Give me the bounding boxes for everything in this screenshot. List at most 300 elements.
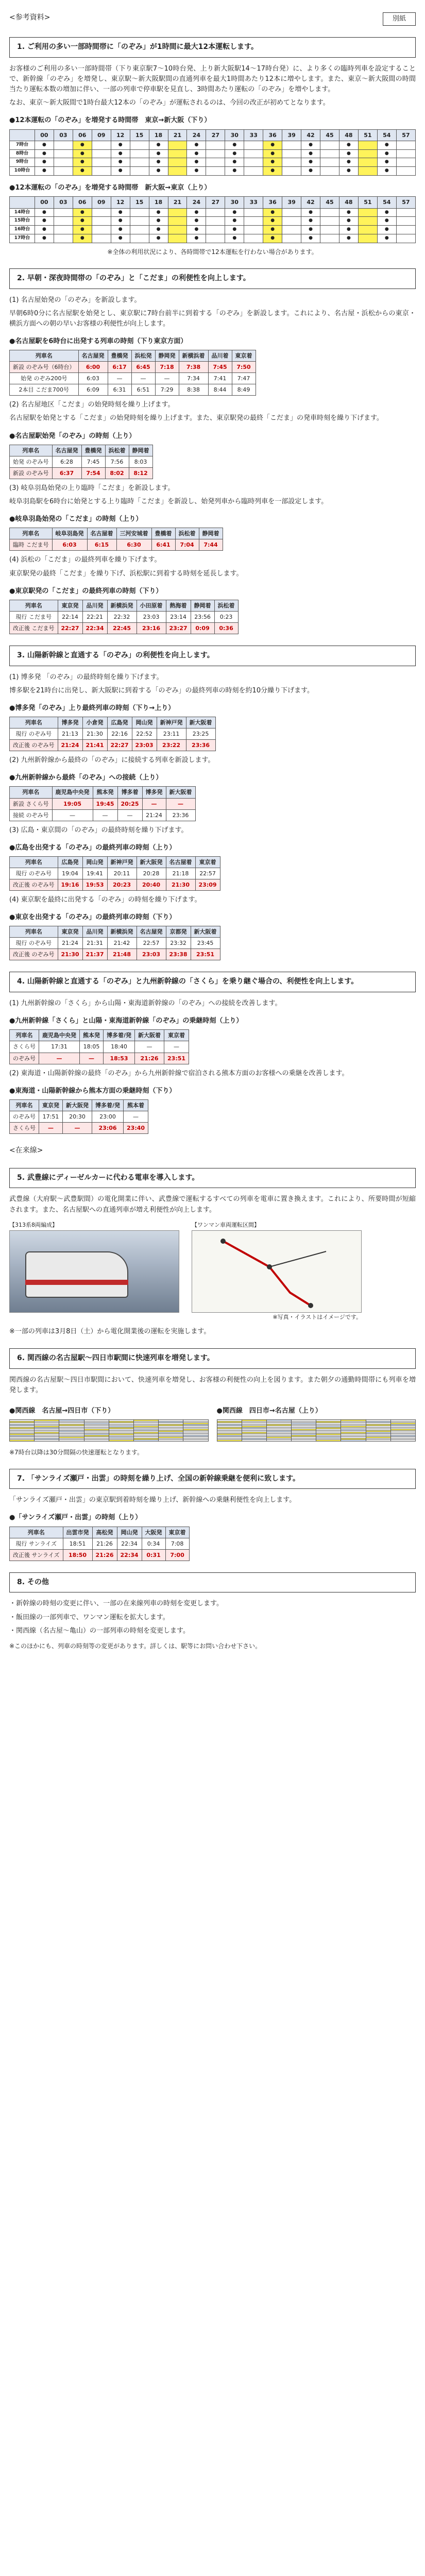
pattern-slot: ● <box>73 226 92 234</box>
table-cell: 6:45 <box>131 362 155 373</box>
table-row <box>10 949 220 960</box>
pattern-row <box>10 149 416 158</box>
table-cell: 6:00 <box>78 362 108 373</box>
pattern-minute-header: 00 <box>35 197 54 208</box>
pattern-slot: ● <box>111 141 130 149</box>
pattern-slot <box>244 149 263 158</box>
pattern-slot <box>244 226 263 234</box>
pattern-slot <box>130 208 149 217</box>
pattern-slot <box>358 167 377 176</box>
s2-table1-caption: ●名古屋駅を6時台に出発する列車の時刻（下り東京方面） <box>9 337 188 345</box>
pattern-slot: ● <box>73 158 92 167</box>
pattern-slot <box>358 234 377 243</box>
pattern-slot: ● <box>35 167 54 176</box>
pattern-hour-label: 14時台 <box>10 208 35 217</box>
s3-p3: (3) 広島・東京間の「のぞみ」の最終時刻を繰り下げます。 <box>9 826 188 834</box>
pattern-slot: ● <box>111 149 130 158</box>
pattern-slot: ● <box>263 167 282 176</box>
pattern-hour-label: 15時台 <box>10 217 35 226</box>
table-cell: 23:00 <box>92 1111 124 1122</box>
table-cell: 23:36 <box>186 740 215 751</box>
pattern-minute-header: 21 <box>168 197 187 208</box>
table-row <box>10 740 216 751</box>
pattern-minute-header: 51 <box>358 197 377 208</box>
table-cell: 22:45 <box>107 622 137 634</box>
section-1-note: ※全体の利用状況により、各時間帯で12本運転を行わない場合があります。 <box>107 248 318 256</box>
pattern-slot <box>282 234 301 243</box>
section-1-para2: なお、東京～新大阪間で1時台最大12本の「のぞみ」が運転されるのは、今回の改正が初めてとなります。 <box>9 99 330 107</box>
pattern-slot <box>358 158 377 167</box>
table-cell: 22:34 <box>117 1549 142 1561</box>
table-cell: 23:38 <box>166 949 191 960</box>
table-cell: — <box>52 809 93 821</box>
pattern-slot: ● <box>187 217 206 226</box>
pattern-slot <box>54 208 73 217</box>
table-header-cell: 新大阪着 <box>191 926 220 938</box>
table-header-cell: 列車名 <box>10 717 58 728</box>
pattern-slot: ● <box>377 234 396 243</box>
pattern-slot: ● <box>111 167 130 176</box>
pattern-minute-header: 15 <box>130 129 149 141</box>
pattern-slot <box>396 158 415 167</box>
table-cell: 8:12 <box>129 467 152 479</box>
pattern-slot <box>54 226 73 234</box>
pattern-slot <box>206 234 225 243</box>
s3-p5: 4. 山陽新幹線と直通する「のぞみ」と九州新幹線の「さくら」を乗り継ぐ場合の、利便性を向上します。 <box>9 972 416 992</box>
table-cell: さくら号 <box>10 1041 39 1053</box>
table-cell: 22:21 <box>82 611 107 622</box>
table-cell: 0:23 <box>214 611 238 622</box>
table-cell: 7:54 <box>81 467 105 479</box>
table-header-cell: 名古屋発 <box>137 926 166 938</box>
table-cell: 新設 のぞみ号（6時台） <box>10 362 79 373</box>
pattern-slot <box>396 208 415 217</box>
s2-p3: (3) 岐阜羽島始発の上り臨時「こだま」を新設します。 <box>9 484 175 492</box>
kansai-cell <box>316 1439 341 1441</box>
s3-p2: (2) 九州新幹線から最終の「のぞみ」に接続する列車を新設します。 <box>9 756 215 765</box>
table-header-cell: 列車名 <box>10 1527 63 1538</box>
pattern-slot <box>320 226 339 234</box>
table-cell: 21:30 <box>166 879 195 890</box>
pattern-slot <box>92 149 111 158</box>
s4-note: ※一部の列車は3月8日（土）から電化開業後の運転を実施します。 <box>9 1327 211 1335</box>
pattern-slot <box>92 141 111 149</box>
pattern-minute-header: 48 <box>339 197 358 208</box>
table-cell: 7:44 <box>199 539 223 551</box>
table-cell: 21:26 <box>92 1538 117 1549</box>
pattern-slot: ● <box>35 158 54 167</box>
table-header-cell: 小倉発 <box>82 717 107 728</box>
pattern-slot <box>244 208 263 217</box>
pattern-slot <box>130 234 149 243</box>
table-cell: 改正後 こだま号 <box>10 622 58 634</box>
pattern-slot: ● <box>301 217 320 226</box>
table-cell: 18:40 <box>104 1041 135 1053</box>
pattern-slot <box>320 167 339 176</box>
pattern-slot <box>130 226 149 234</box>
pattern-slot <box>168 234 187 243</box>
table-header-row <box>10 717 216 728</box>
pattern-slot <box>92 234 111 243</box>
table-cell: 20:25 <box>117 798 142 809</box>
pattern-slot: ● <box>301 149 320 158</box>
table-row <box>10 467 153 479</box>
table-header-cell: 熊本発 <box>93 787 117 798</box>
s3-table3 <box>9 856 220 891</box>
table-header-cell: 東京発 <box>58 600 82 611</box>
section-6-title: 6. 関西線の名古屋駅～四日市駅間に快速列車を増発します。 <box>9 1348 416 1369</box>
table-row <box>10 728 216 740</box>
table-cell: 6:41 <box>151 539 175 551</box>
table-cell: 23:27 <box>166 622 191 634</box>
pattern-slot: ● <box>339 167 358 176</box>
table-header-cell: 博多発 <box>142 787 166 798</box>
pattern-slot: ● <box>35 208 54 217</box>
s3-p4: (4) 東京駅を最終に出発する「のぞみ」の時刻を繰り下げます。 <box>9 896 201 904</box>
pattern-minute-header: 30 <box>225 197 244 208</box>
pattern-minute-header: 15 <box>130 197 149 208</box>
pattern-slot <box>54 217 73 226</box>
pattern-slot <box>358 149 377 158</box>
pattern-minute-header: 27 <box>206 197 225 208</box>
table-cell: 22:34 <box>117 1538 142 1549</box>
pattern-slot: ● <box>111 217 130 226</box>
table-cell: 改正後 のぞみ号 <box>10 740 58 751</box>
kansai-cell <box>390 1439 415 1441</box>
table-header-row <box>10 528 223 539</box>
table-cell: — <box>39 1053 80 1064</box>
table-header-cell: 静岡発 <box>155 350 179 362</box>
pattern-slot <box>396 149 415 158</box>
kansai-cell <box>292 1439 316 1441</box>
pattern-minute-header: 24 <box>187 197 206 208</box>
pattern-slot <box>282 217 301 226</box>
pattern-slot: ● <box>263 234 282 243</box>
train-stripe <box>25 1280 128 1285</box>
pattern-slot: ● <box>187 234 206 243</box>
table-header-row <box>10 600 239 611</box>
table-cell: 23:03 <box>132 740 157 751</box>
table-header-cell: 新横浜発 <box>107 600 137 611</box>
pattern-slot: ● <box>149 167 168 176</box>
s4-map-note: ※写真・イラストはイメージです。 <box>273 1313 362 1320</box>
s3-table6-caption: ●東海道・山陽新幹線から熊本方面の乗継時刻（下り） <box>9 1087 176 1095</box>
station-dot <box>308 1303 313 1308</box>
pattern-minute-header: 30 <box>225 129 244 141</box>
pattern-minute-header: 33 <box>244 197 263 208</box>
table-header-cell: 岐阜羽島発 <box>52 528 87 539</box>
pattern-slot <box>54 234 73 243</box>
pattern-minute-header: 42 <box>301 197 320 208</box>
pattern-minute-header: 09 <box>92 129 111 141</box>
kansai-cell <box>133 1439 158 1441</box>
table-header-cell: 京都発 <box>166 926 191 938</box>
table-header-cell: 列車名 <box>10 1030 39 1041</box>
pattern-slot <box>92 167 111 176</box>
table-cell: 2本目 こだま700号 <box>10 384 79 396</box>
table-cell: 23:51 <box>191 949 220 960</box>
section-1-caption-down: ●12本運転の「のぞみ」を増発する時間帯 東京→新大阪（下り） <box>9 116 211 125</box>
table-header-row <box>10 926 220 938</box>
kansai-row <box>10 1439 209 1441</box>
s3-table4-caption: ●東京を出発する「のぞみ」の最終列車の時刻（下り） <box>9 913 176 922</box>
table-cell: 始発 のぞみ号 <box>10 456 53 467</box>
table-header-cell: 新横浜着 <box>179 350 208 362</box>
table-cell: — <box>117 809 142 821</box>
pattern-slot <box>54 149 73 158</box>
pattern-minute-header: 36 <box>263 197 282 208</box>
pattern-slot <box>396 167 415 176</box>
pattern-minute-header: 24 <box>187 129 206 141</box>
table-cell: 22:14 <box>58 611 82 622</box>
pattern-slot <box>168 208 187 217</box>
table-cell: 6:09 <box>78 384 108 396</box>
pattern-minute-header: 12 <box>111 129 130 141</box>
table-header-cell: 浜松着 <box>175 528 199 539</box>
table-cell: 20:40 <box>137 879 166 890</box>
pattern-slot: ● <box>339 217 358 226</box>
pattern-slot <box>320 217 339 226</box>
pattern-slot: ● <box>73 167 92 176</box>
table-cell: 23:51 <box>164 1053 189 1064</box>
table-header-cell: 東京着 <box>165 1527 189 1538</box>
table-row <box>10 1549 190 1561</box>
table-cell: 20:28 <box>137 868 166 879</box>
table-cell: — <box>131 373 155 384</box>
table-header-cell: 列車名 <box>10 856 58 868</box>
pattern-slot: ● <box>225 234 244 243</box>
table-cell: — <box>39 1122 63 1133</box>
pattern-row <box>10 226 416 234</box>
s4-map-wrap <box>192 1221 362 1321</box>
table-cell: 0:31 <box>142 1549 165 1561</box>
pattern-slot <box>206 158 225 167</box>
pattern-slot: ● <box>377 167 396 176</box>
table-cell: 21:24 <box>58 740 82 751</box>
table-cell: 7:34 <box>179 373 208 384</box>
pattern-row <box>10 217 416 226</box>
pattern-slot <box>206 217 225 226</box>
pattern-minute-header: 57 <box>396 129 415 141</box>
s5-para: 関西線の名古屋駅～四日市駅間において、快速列車を増発し、お客様の利便性の向上を図ります。また朝夕の通勤時間帯にも列車を増発します。 <box>9 1376 416 1394</box>
table-row <box>10 539 223 551</box>
pattern-slot <box>244 234 263 243</box>
pattern-slot: ● <box>187 208 206 217</box>
pattern-slot: ● <box>263 149 282 158</box>
table-header-cell: 名古屋発 <box>52 445 81 456</box>
table-header-cell: 広島発 <box>58 856 82 868</box>
pattern-minute-header: 18 <box>149 197 168 208</box>
pattern-slot: ● <box>263 141 282 149</box>
table-cell: 6:17 <box>108 362 131 373</box>
pattern-hour-label: 8時台 <box>10 149 35 158</box>
pattern-slot: ● <box>339 234 358 243</box>
pattern-slot <box>282 158 301 167</box>
pattern-slot: ● <box>35 217 54 226</box>
table-cell: — <box>164 1041 189 1053</box>
pattern-slot <box>358 226 377 234</box>
table-header-cell: 列車名 <box>10 926 58 938</box>
table-cell: 0:34 <box>142 1538 165 1549</box>
table-cell: 23:16 <box>137 622 166 634</box>
pattern-minute-header: 51 <box>358 129 377 141</box>
pattern-slot: ● <box>301 234 320 243</box>
pattern-header-row <box>10 197 416 208</box>
table-cell: 接続 のぞみ号 <box>10 809 53 821</box>
pattern-slot <box>168 217 187 226</box>
table-cell: 23:06 <box>92 1122 124 1133</box>
table-cell: 始発 のぞみ200号 <box>10 373 79 384</box>
pattern-slot <box>168 149 187 158</box>
pattern-header-row <box>10 129 416 141</box>
pattern-slot <box>206 149 225 158</box>
sunrise-table <box>9 1527 190 1561</box>
pattern-slot <box>320 149 339 158</box>
table-header-cell: 新大阪着 <box>166 787 195 798</box>
pattern-slot: ● <box>301 208 320 217</box>
table-cell: 6:30 <box>116 539 151 551</box>
table-row <box>10 798 196 809</box>
table-header-cell: 新大阪発 <box>63 1099 92 1111</box>
table-header-cell: 東京発 <box>58 926 82 938</box>
table-cell: 6:03 <box>78 373 108 384</box>
table-row <box>10 373 256 384</box>
pattern-slot: ● <box>35 234 54 243</box>
table-cell: 21:30 <box>82 728 107 740</box>
pattern-slot <box>396 217 415 226</box>
table-header-cell: 博多発 <box>58 717 82 728</box>
s5-caption-down: ●関西線 名古屋→四日市（下り） <box>9 1406 115 1415</box>
pattern-slot <box>92 217 111 226</box>
table-header-cell: 東京着 <box>164 1030 189 1041</box>
table-header-cell: 高松発 <box>92 1527 117 1538</box>
table-cell: 7:29 <box>155 384 179 396</box>
s2-table3-caption: ●岐阜羽島始発の「こだま」の時刻（上り） <box>9 515 143 523</box>
s2-p4b: 東京駅発の最終「こだま」を繰り下げ、浜松駅に到着する時刻を延長します。 <box>9 569 243 578</box>
pattern-slot: ● <box>149 141 168 149</box>
table-header-cell: 列車名 <box>10 528 53 539</box>
section-1-title: 1. ご利用の多い一部時間帯に「のぞみ」が1時間に最大12本運転します。 <box>9 37 416 58</box>
s7-item-0: ・新幹線の時刻の変更に伴い、一部の在来線列車の時刻を変更します。 <box>9 1600 223 1608</box>
table-cell: 19:16 <box>58 879 82 890</box>
table-cell: — <box>63 1122 92 1133</box>
table-cell: 22:32 <box>107 611 137 622</box>
kansai-cell <box>59 1439 84 1441</box>
table-row <box>10 362 256 373</box>
table-cell: 17:51 <box>39 1111 63 1122</box>
pattern-slot <box>130 141 149 149</box>
table-header-cell: 列車名 <box>10 600 58 611</box>
table-cell: 現行 のぞみ号 <box>10 728 58 740</box>
table-cell: 改正後 のぞみ号 <box>10 949 58 960</box>
pattern-row <box>10 158 416 167</box>
table-header-cell: 熊本着 <box>124 1099 148 1111</box>
table-cell: — <box>108 373 131 384</box>
pattern-minute-header: 21 <box>168 129 187 141</box>
route-line <box>223 1241 311 1306</box>
table-cell: 7:45 <box>208 362 232 373</box>
pattern-slot: ● <box>73 141 92 149</box>
table-cell: 6:15 <box>87 539 116 551</box>
table-cell: 19:05 <box>52 798 93 809</box>
pattern-slot: ● <box>377 226 396 234</box>
top-header <box>9 12 416 26</box>
table-cell: — <box>80 1053 104 1064</box>
table-row <box>10 1122 148 1133</box>
table-cell: 18:50 <box>63 1549 92 1561</box>
pattern-slot: ● <box>301 158 320 167</box>
s3-table5-caption: ●九州新幹線「さくら」と山陽・東海道新幹線「のぞみ」の乗継時刻（上り） <box>9 1017 243 1025</box>
table-header-cell: 列車名 <box>10 787 53 798</box>
pattern-hour-label: 10時台 <box>10 167 35 176</box>
pattern-slot <box>54 141 73 149</box>
table-cell: 7:18 <box>155 362 179 373</box>
table-header-cell: 品川発 <box>82 600 107 611</box>
s2-table3 <box>9 528 223 551</box>
table-cell: 7:41 <box>208 373 232 384</box>
pattern-slot <box>168 158 187 167</box>
pattern-slot <box>282 141 301 149</box>
s4-photo-caption: 【313系8両編成】 <box>9 1221 58 1228</box>
table-cell: 改正後 サンライズ <box>10 1549 63 1561</box>
kansai-cell <box>159 1439 183 1441</box>
section-8-title: 8. その他 <box>9 1572 416 1593</box>
pattern-slot <box>168 167 187 176</box>
table-cell: 6:51 <box>131 384 155 396</box>
s2-table4 <box>9 600 239 634</box>
section-1-caption-up: ●12本運転の「のぞみ」を増発する時間帯 新大阪→東京（上り） <box>9 184 211 192</box>
s5-tables <box>9 1399 416 1446</box>
s7-item-2: ・関西線（名古屋～亀山）の一部列車の時刻を変更します。 <box>9 1626 190 1635</box>
table-header-cell: 静岡着 <box>191 600 214 611</box>
table-header-cell: 博多着/発 <box>92 1099 124 1111</box>
table-cell: — <box>166 798 195 809</box>
route-branch <box>269 1251 326 1267</box>
s6-para: 「サンライズ瀬戸・出雲」の東京駅到着時刻を繰り上げ、新幹線への乗継利便性を向上します。 <box>9 1496 296 1504</box>
table-header-cell: 浜松発 <box>131 350 155 362</box>
pattern-slot: ● <box>301 141 320 149</box>
pattern-slot <box>282 167 301 176</box>
pattern-table-up <box>9 196 416 243</box>
s4-photo-wrap <box>9 1221 179 1321</box>
pattern-slot: ● <box>149 149 168 158</box>
table-row <box>10 611 239 622</box>
table-cell: 18:51 <box>63 1538 92 1549</box>
pattern-slot <box>92 158 111 167</box>
table-header-cell: 鹿児島中央発 <box>52 787 93 798</box>
pattern-slot <box>320 234 339 243</box>
table-cell: 23:45 <box>191 938 220 949</box>
pattern-slot: ● <box>339 226 358 234</box>
pattern-slot <box>320 208 339 217</box>
pattern-minute-header: 48 <box>339 129 358 141</box>
table-cell: 23:11 <box>157 728 186 740</box>
pattern-slot <box>358 141 377 149</box>
pattern-slot: ● <box>377 208 396 217</box>
pattern-slot: ● <box>225 158 244 167</box>
s3-table4 <box>9 926 220 960</box>
pattern-corner-cell <box>10 129 35 141</box>
pattern-hour-label: 16時台 <box>10 226 35 234</box>
table-cell: 22:57 <box>137 938 166 949</box>
pattern-slot: ● <box>339 149 358 158</box>
table-cell: 現行 サンライズ <box>10 1538 63 1549</box>
table-header-cell: 浜松着 <box>105 445 129 456</box>
pattern-slot <box>168 226 187 234</box>
pattern-slot: ● <box>263 208 282 217</box>
table-cell: 21:30 <box>58 949 82 960</box>
route-map-svg <box>192 1231 362 1313</box>
